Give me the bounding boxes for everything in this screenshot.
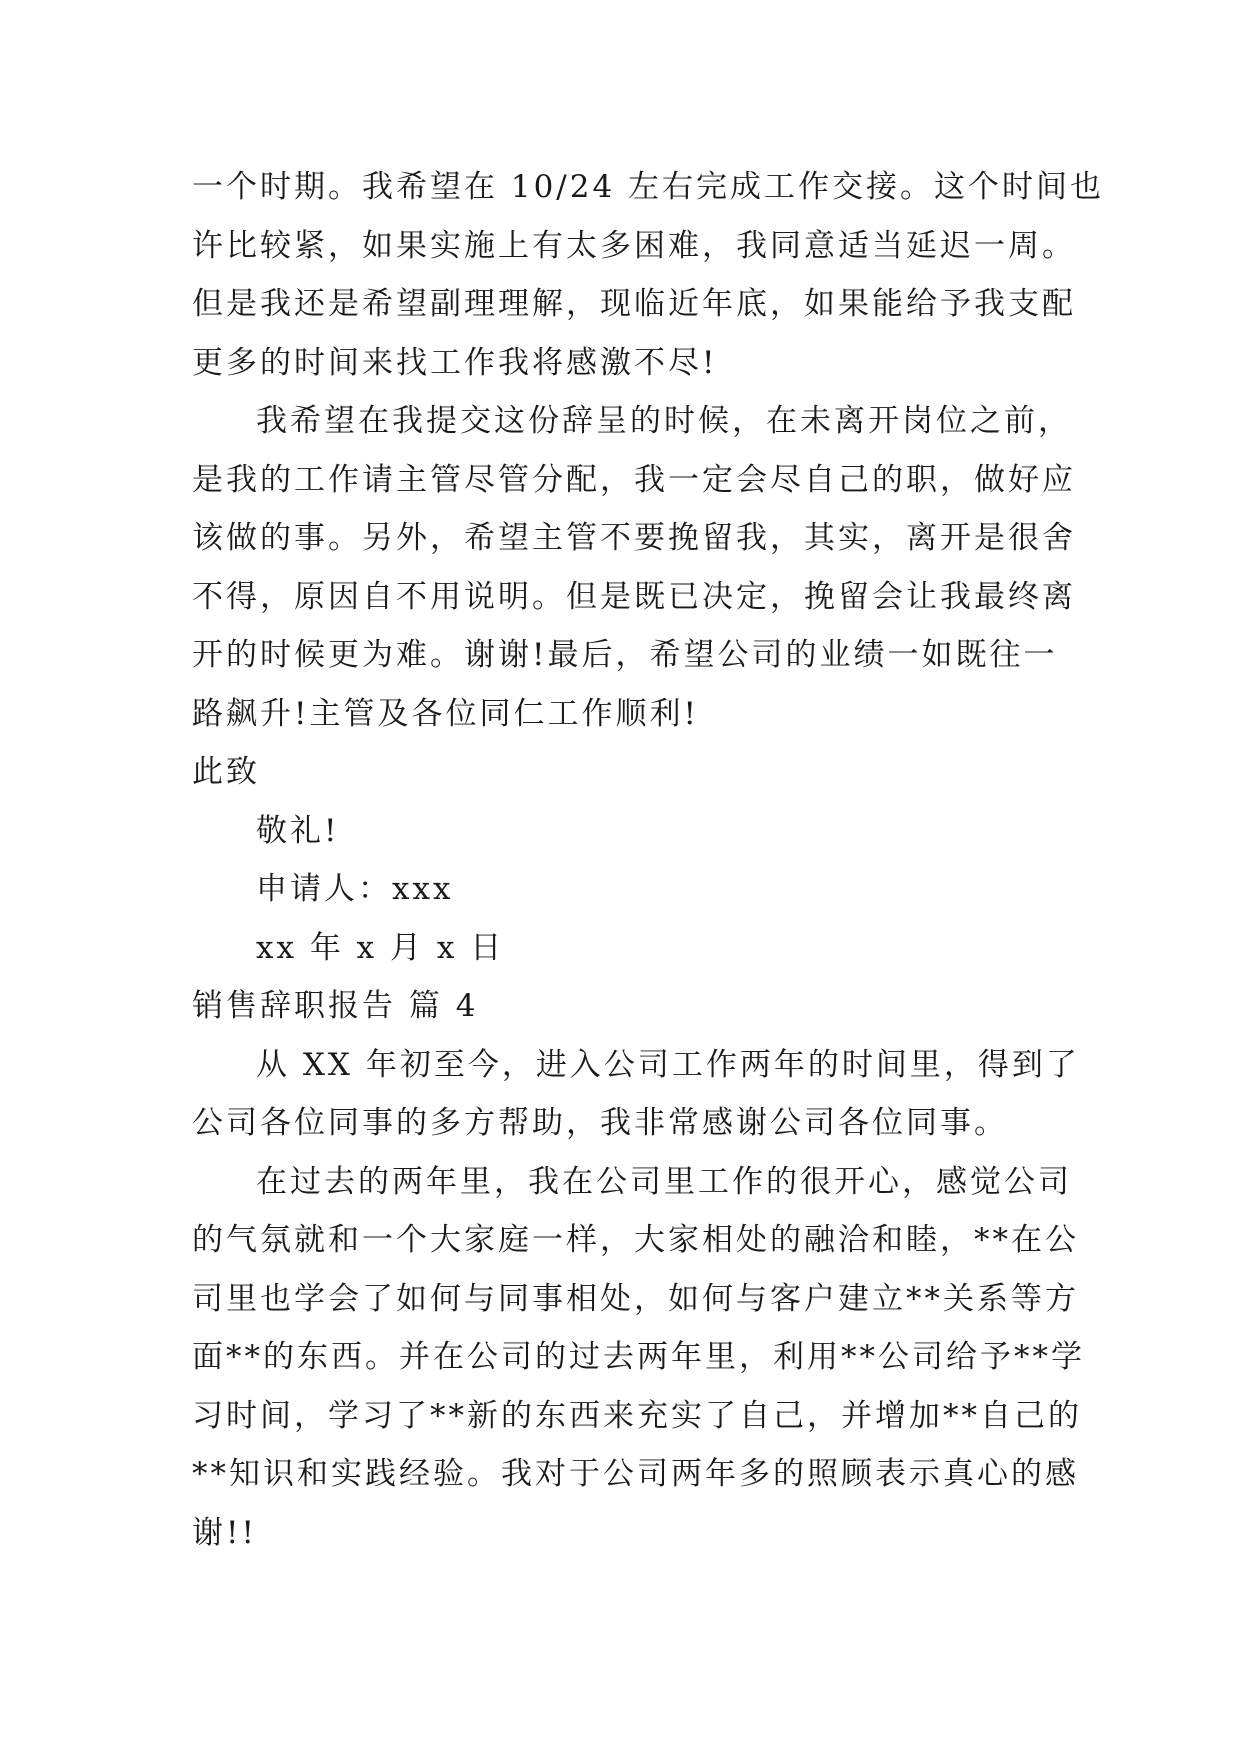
paragraph-line: 的气氛就和一个大家庭一样，大家相处的融洽和睦，**在公 bbox=[192, 1222, 1079, 1258]
paragraph-line: 开的时候更为难。谢谢!最后，希望公司的业绩一如既往一 bbox=[192, 637, 1058, 673]
paragraph-line: 路飙升!主管及各位同仁工作顺利! bbox=[192, 695, 699, 732]
paragraph-line: 更多的时间来找工作我将感激不尽! bbox=[192, 344, 718, 381]
document-body bbox=[192, 158, 1105, 1562]
paragraph-line: 面**的东西。并在公司的过去两年里，利用**公司给予**学 bbox=[192, 1339, 1085, 1375]
paragraph-line: 是我的工作请主管尽管分配，我一定会尽自己的职，做好应 bbox=[192, 461, 1076, 498]
paragraph-line: 习时间，学习了**新的东西来充实了自己，并增加**自己的 bbox=[192, 1397, 1082, 1434]
paragraph-line: 司里也学会了如何与同事相处，如何与客户建立**关系等方 bbox=[192, 1280, 1079, 1317]
paragraph-line: 我希望在我提交这份辞呈的时候，在未离开岗位之前， bbox=[256, 403, 1072, 439]
signature-date: xx 年 x 月 x 日 bbox=[256, 929, 505, 966]
paragraph-line: 许比较紧，如果实施上有太多困难，我同意适当延迟一周。 bbox=[192, 227, 1076, 264]
paragraph-line: 公司各位同事的多方帮助，我非常感谢公司各位同事。 bbox=[192, 1105, 1008, 1141]
paragraph-line: 从 XX 年初至今，进入公司工作两年的时间里，得到了 bbox=[256, 1046, 1080, 1083]
applicant-signature: 申请人：xxx bbox=[256, 871, 454, 907]
paragraph-line: 该做的事。另外，希望主管不要挽留我，其实，离开是很舍 bbox=[192, 520, 1076, 556]
paragraph-line: 谢!! bbox=[192, 1514, 257, 1551]
paragraph-line: **知识和实践经验。我对于公司两年多的照顾表示真心的感 bbox=[192, 1456, 1079, 1492]
closing-salutation: 此致 bbox=[192, 754, 260, 790]
paragraph-line: 一个时期。我希望在 10/24 左右完成工作交接。这个时间也 bbox=[192, 169, 1105, 205]
section-heading: 销售辞职报告 篇 4 bbox=[192, 988, 479, 1024]
paragraph-line: 但是我还是希望副理理解，现临近年底，如果能给予我支配 bbox=[192, 286, 1076, 322]
paragraph-line: 在过去的两年里，我在公司里工作的很开心，感觉公司 bbox=[256, 1163, 1072, 1200]
paragraph-line: 不得，原因自不用说明。但是既已决定，挽留会让我最终离 bbox=[192, 578, 1076, 615]
closing-regards: 敬礼! bbox=[256, 812, 340, 849]
